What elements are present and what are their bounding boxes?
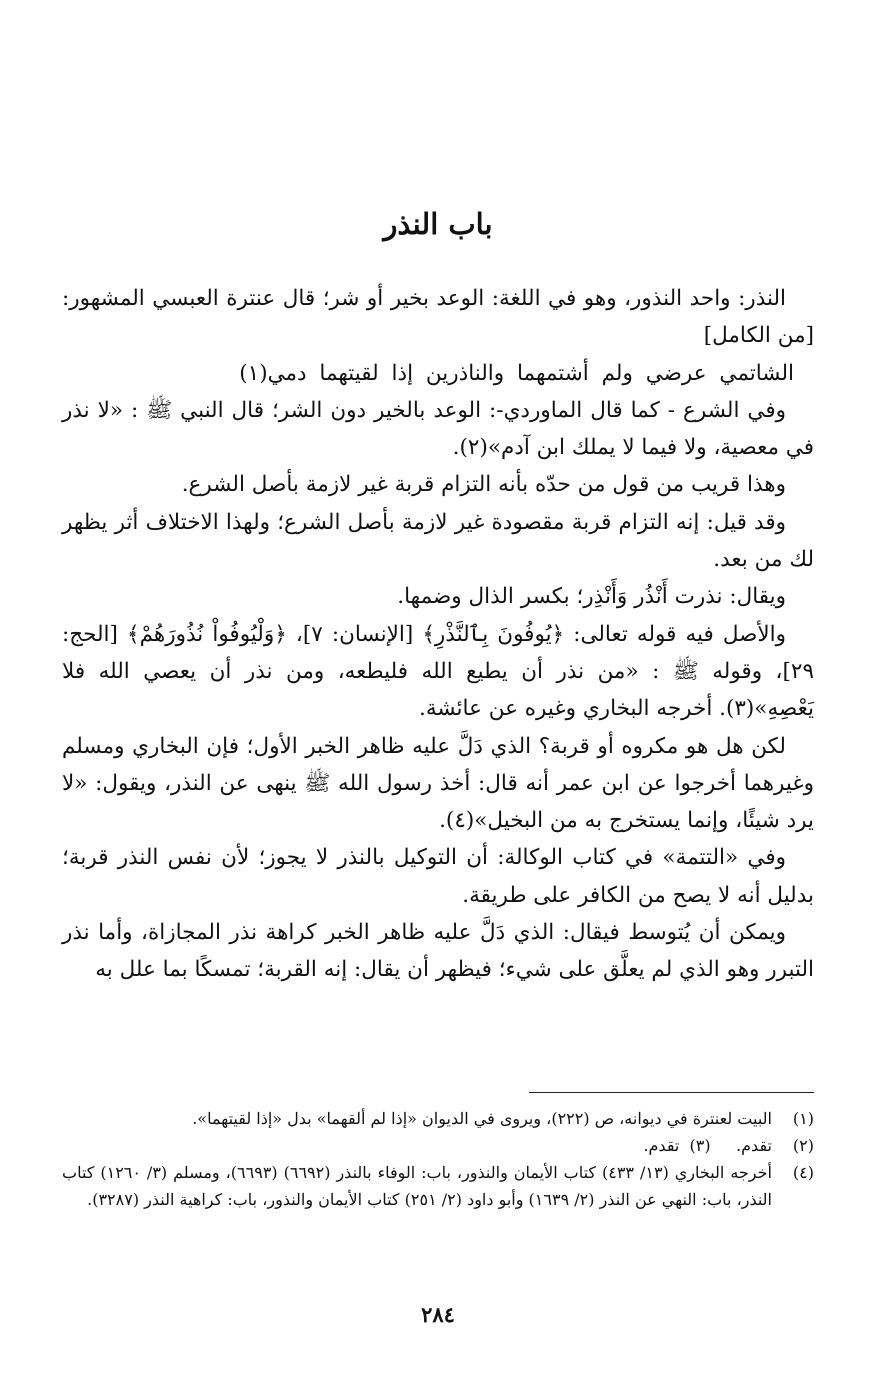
chapter-title: باب النذر [383, 207, 493, 241]
document-page [62, 0, 814, 1375]
paragraph: وهذا قريب من قول من حدّه بأنه التزام قربة غير لازمة بأصل الشرع. [181, 472, 786, 498]
footnote-number: (١) [792, 1109, 814, 1128]
poetry-verse: الشاتمي عرضي ولم أشتمهما والناذرين إذا لقيتهما دمي(١) [239, 360, 794, 386]
footnote-number: (٢) [792, 1136, 814, 1155]
footnote-number: (٤) [792, 1163, 814, 1182]
paragraph: لكن هل هو مكروه أو قربة؟ الذي دَلَّ عليه ظاهر الخبر الأول؛ فإن البخاري ومسلم وغيرهما أخرجوا عن ابن عمر أنه قال: أخذ رسول الله ﷺ ينهى عن النذر، ويقول: «لا يرد شيئًا، وإنما يستخرج به من البخيل»(٤). [62, 733, 814, 834]
footnote [62, 1105, 814, 1132]
footnote [62, 1132, 814, 1159]
paragraph: النذر: واحد النذور، وهو في اللغة: الوعد بخير أو شر؛ قال عنترة العبسي المشهور: [من الكامل] [62, 286, 814, 349]
paragraph: ويمكن أن يُتوسط فيقال: الذي دَلَّ عليه ظاهر الخبر كراهة نذر المجازاة، وأما نذر التبرر وهو الذي لم يعلَّق على شيء؛ فيظهر أن يقال: إنه القربة؛ تمسكًا بما علل به [62, 920, 814, 983]
footnotes [62, 1105, 814, 1213]
paragraph: وقد قيل: إنه التزام قربة مقصودة غير لازمة بأصل الشرع؛ ولهذا الاختلاف أثر يظهر لك من بعد. [62, 509, 814, 573]
footnote-text: أخرجه البخاري (١٣/ ٤٣٣) كتاب الأيمان والنذور، باب: الوفاء بالنذر (٦٦٩٢) (٦٦٩٣)، ومسلم (٣/ ١٢٦٠) كتاب النذر، باب: النهي عن النذر (٢/ ١٦٣٩) وأبو داود (٢/ ٢٥١) كتاب الأيمان والنذور، باب: كراهية النذر (٣٢٨٧). [62, 1163, 772, 1209]
footnote-separator [529, 1092, 814, 1093]
page-number: ٢٨٤ [421, 1302, 455, 1327]
paragraph: ويقال: نذرت أَنْذُر وَأَنْذِر؛ بكسر الذال وضمها. [397, 584, 786, 610]
footnote-text: تقدم. (٣) تقدم. [643, 1136, 772, 1155]
footnote [62, 1159, 814, 1213]
paragraph: وفي الشرع - كما قال الماوردي-: الوعد بالخير دون الشر؛ قال النبي ﷺ : «لا نذر في معصية، ولا فيما لا يملك ابن آدم»(٢). [62, 397, 814, 461]
paragraph: والأصل فيه قوله تعالى: ﴿يُوفُونَ بِٱلنَّذْرِ﴾ [الإنسان: ٧]، ﴿وَلْيُوفُواْ نُذُورَهُمْ﴾ [الحج: ٢٩]، وقوله ﷺ : «من نذر أن يطيع الله فليطعه، ومن نذر أن يعصي الله فلا يَعْصِهِ»(٣). أخرجه البخاري وغيره عن عائشة. [62, 621, 814, 722]
paragraph: وفي «التتمة» في كتاب الوكالة: أن التوكيل بالنذر لا يجوز؛ لأن نفس النذر قربة؛ بدليل أنه لا يصح من الكافر على طريقة. [62, 845, 814, 908]
body-text [62, 280, 814, 989]
footnote-text: البيت لعنترة في ديوانه، ص (٢٢٢)، ويروى في الديوان «إذا لم ألقهما» بدل «إذا لقيتهما». [192, 1109, 772, 1128]
